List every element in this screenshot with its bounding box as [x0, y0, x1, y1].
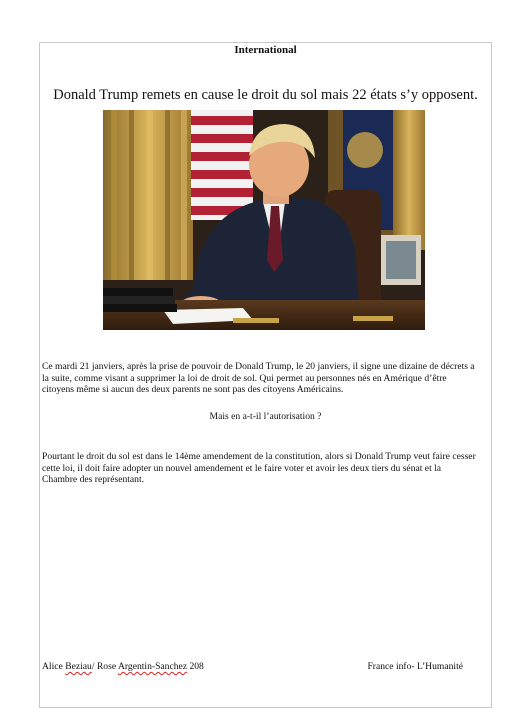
author-prefix: Alice [42, 661, 66, 672]
article-photo [103, 110, 425, 330]
article-headline: Donald Trump remets en cause le droit du sol mais 22 états s’y opposent. [53, 87, 478, 103]
paragraph-1: Ce mardi 21 janviers, après la prise de pouvoir de Donald Trump, le 20 janviers, il signe une dizaine de décrets a la suite, comme visant a supprimer la loi de droit de sol. Qui permet au personnes nés en Amérique d’être citoyens même si aucun des deux parents ne sont pas des citoyens Américains. [42, 361, 475, 395]
author-name-2: Argentin-Sanchez [117, 661, 188, 672]
footer-authors [42, 661, 204, 672]
author-mid: / Rose [91, 661, 118, 672]
author-suffix: 208 [187, 661, 204, 672]
section-title: International [234, 44, 297, 56]
paragraph-2: Pourtant le droit du sol est dans le 14ème amendement de la constitution, alors si Donald Trump veut faire cesser cette loi, il doit faire adopter un nouvel amendement et le faire voter et avoir les deux tiers du sénat et la Chambre des représentant. [42, 451, 476, 485]
question-line: Mais en a-t-il l’autorisation ? [209, 411, 322, 422]
photo-illustration [103, 110, 425, 330]
document-page [39, 42, 492, 708]
author-name-1: Beziau [65, 661, 92, 672]
footer-sources: France info- L’Humanité [367, 661, 463, 672]
